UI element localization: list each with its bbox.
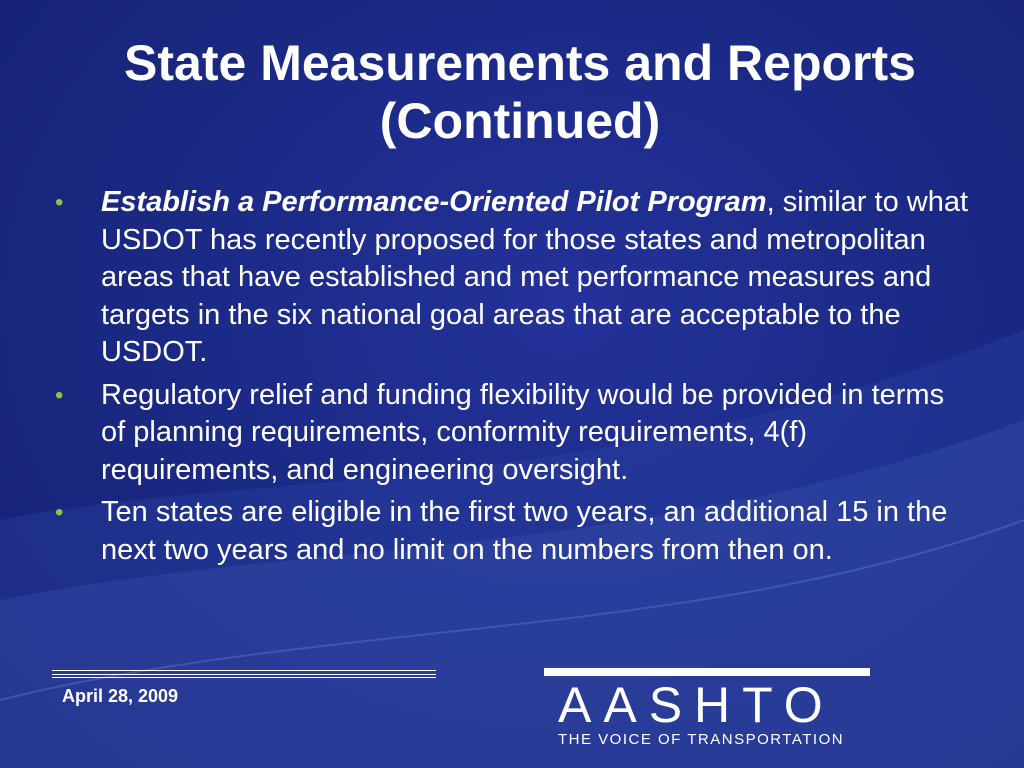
bullet-text: , similar to what USDOT has recently proposed for those states and metropolitan areas that have established and met performance measures and targets in the six national goal areas that are acceptable to the USDOT. [101, 186, 969, 368]
bullet-dot-icon: • [55, 381, 64, 409]
bullet-item [55, 377, 975, 490]
bullet-dot-icon: • [55, 499, 64, 526]
footer-divider [52, 677, 436, 678]
title-line-2: (Continued) [379, 93, 661, 149]
bullet-emphasis: Establish a Performance-Oriented Pilot Program [101, 186, 767, 218]
logo-tagline: THE VOICE OF TRANSPORTATION [558, 731, 845, 748]
footer-divider [52, 674, 436, 675]
aashto-logo [544, 668, 870, 756]
bullet-text: Regulatory relief and funding flexibility would be provided in terms of planning requirements, conformity requirements, 4(f) requirements, and engineering oversight. [101, 378, 945, 486]
footer-divider [52, 670, 436, 671]
bullet-dot-icon: • [55, 189, 64, 216]
footer-date: April 28, 2009 [62, 686, 179, 706]
title-line-1: State Measurements and Reports [124, 35, 916, 91]
bullet-list [55, 184, 975, 574]
logo-wordmark: AASHTO [558, 677, 835, 733]
bullet-item [55, 494, 975, 569]
slide-title [20, 34, 1020, 150]
logo-bar [544, 668, 870, 676]
bullet-item [55, 184, 975, 372]
bullet-text: Ten states are eligible in the first two years, an additional 15 in the next two years and no limit on the numbers from then on. [101, 496, 948, 566]
